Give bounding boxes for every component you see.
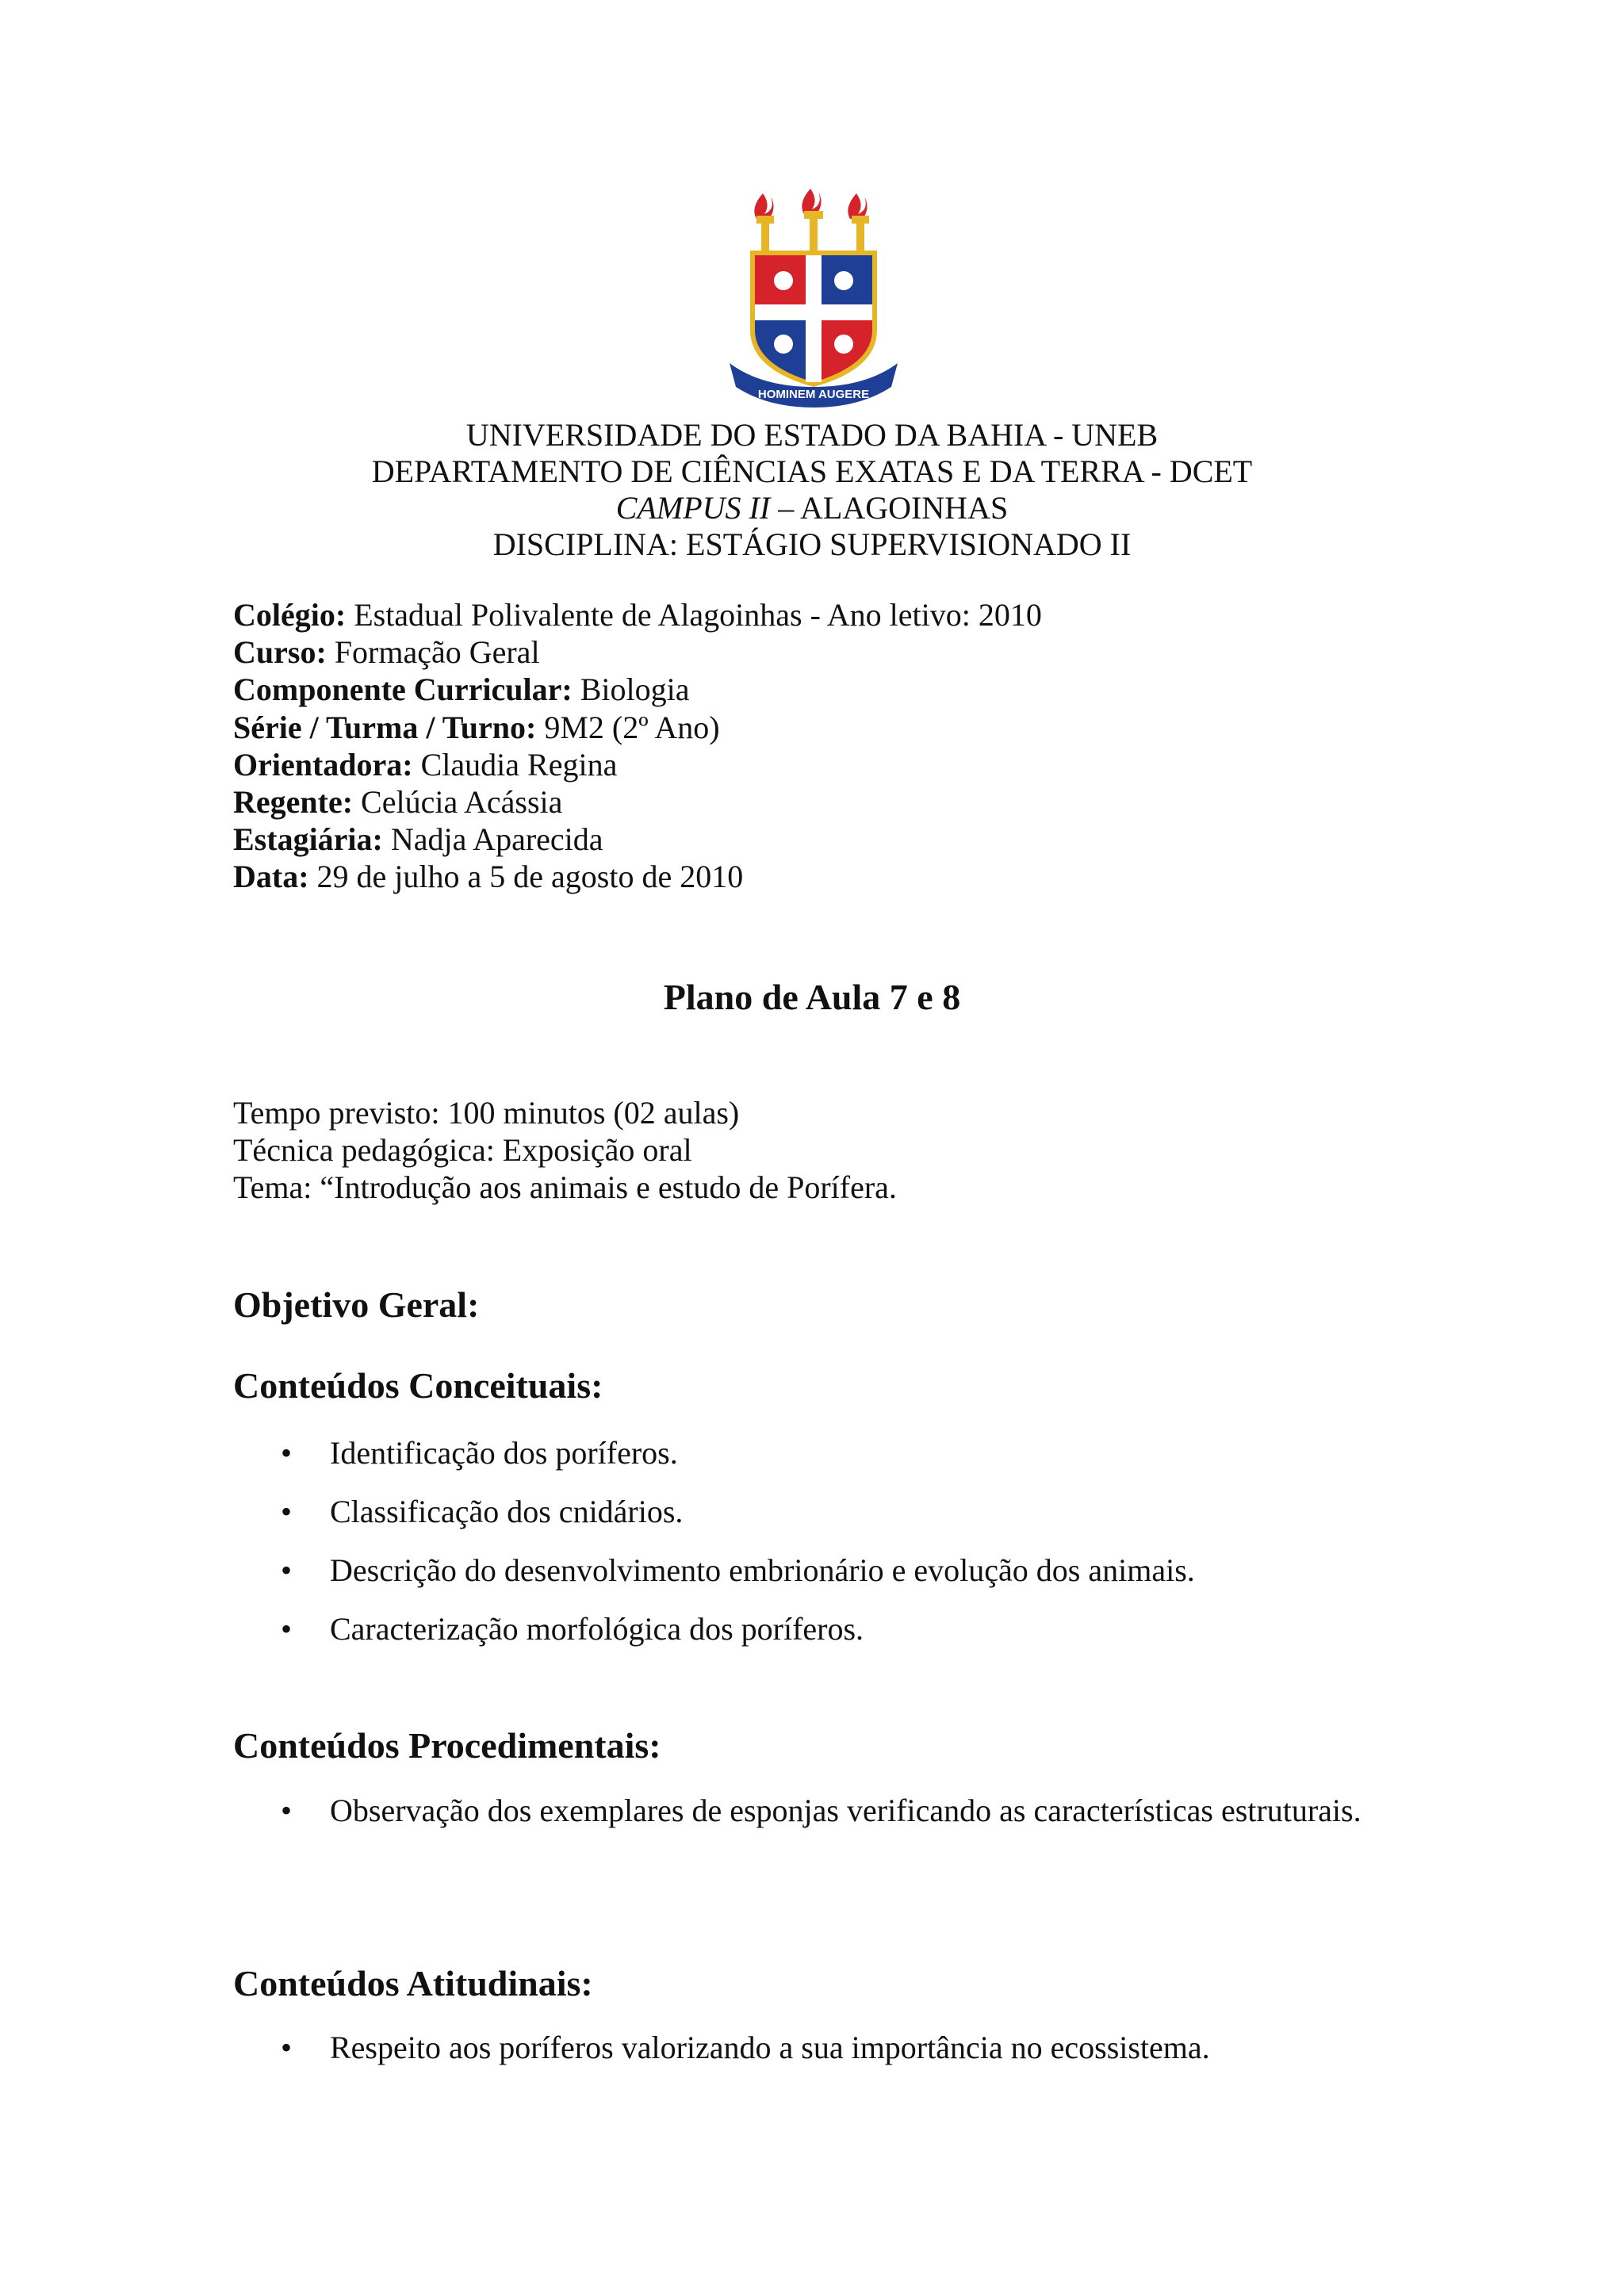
info-label: Série / Turma / Turno: bbox=[233, 709, 537, 745]
info-value: Formação Geral bbox=[326, 634, 540, 671]
bullet-icon: • bbox=[281, 1552, 293, 1588]
info-label: Curso: bbox=[233, 634, 327, 671]
info-row-orientadora bbox=[233, 746, 1042, 783]
tecnica-pedagogica: Técnica pedagógica: Exposição oral bbox=[233, 1132, 692, 1168]
bullet-icon: • bbox=[281, 2030, 293, 2065]
campus-italic: CAMPUS II bbox=[615, 490, 771, 526]
bullet-icon: • bbox=[281, 1611, 293, 1647]
svg-text:HOMINEM AUGERE: HOMINEM AUGERE bbox=[757, 388, 870, 401]
heading-conteudos-procedimentais: Conteúdos Procedimentais: bbox=[233, 1725, 661, 1766]
bullet-icon: • bbox=[281, 1494, 293, 1529]
heading-objetivo-geral: Objetivo Geral: bbox=[233, 1284, 480, 1325]
info-label: Componente Curricular: bbox=[233, 672, 573, 708]
info-label: Estagiária: bbox=[233, 821, 383, 858]
info-row-data bbox=[233, 858, 1042, 895]
torch-icon bbox=[802, 189, 823, 251]
university-name: UNIVERSIDADE DO ESTADO DA BAHIA - UNEB bbox=[465, 417, 1159, 453]
info-value: Claudia Regina bbox=[412, 746, 618, 783]
campus-line bbox=[0, 490, 1624, 526]
list-item bbox=[233, 1424, 1392, 1483]
department-name: DEPARTAMENTO DE CIÊNCIAS EXATAS E DA TERRA - DCET bbox=[371, 453, 1253, 489]
bullet-icon: • bbox=[281, 1435, 293, 1471]
atitudinais-list bbox=[233, 2019, 1392, 2077]
torch-icon bbox=[754, 193, 774, 251]
uneb-coat-of-arms-logo bbox=[726, 187, 901, 417]
info-label: Data: bbox=[233, 859, 309, 895]
discipline-line: DISCIPLINA: ESTÁGIO SUPERVISIONADO II bbox=[492, 526, 1132, 562]
list-item-text: Respeito aos poríferos valorizando a sua importância no ecossistema. bbox=[330, 2030, 1210, 2065]
list-item-text: Descrição do desenvolvimento embrionário e evolução dos animais. bbox=[330, 1552, 1195, 1588]
heading-conteudos-conceituais: Conteúdos Conceituais: bbox=[233, 1365, 603, 1406]
list-item-text: Classificação dos cnidários. bbox=[330, 1494, 684, 1529]
info-row-serie bbox=[233, 709, 1042, 746]
campus-city: – ALAGOINHAS bbox=[770, 490, 1009, 526]
course-info-block bbox=[233, 596, 1042, 896]
list-item-text: Observação dos exemplares de esponjas verificando as características estruturais. bbox=[330, 1793, 1362, 1828]
lesson-plan-title: Plano de Aula 7 e 8 bbox=[663, 977, 961, 1017]
heading-conteudos-atitudinais: Conteúdos Atitudinais: bbox=[233, 1963, 593, 2003]
info-row-colegio bbox=[233, 596, 1042, 633]
info-label: Orientadora: bbox=[233, 746, 413, 783]
info-value: Celúcia Acássia bbox=[353, 784, 563, 821]
list-item bbox=[233, 2019, 1392, 2077]
tempo-previsto: Tempo previsto: 100 minutos (02 aulas) bbox=[233, 1095, 740, 1131]
procedimentais-list bbox=[233, 1782, 1392, 1839]
info-value: Biologia bbox=[572, 672, 690, 708]
list-item bbox=[233, 1600, 1392, 1659]
info-row-curso bbox=[233, 633, 1042, 671]
info-label: Regente: bbox=[233, 784, 354, 821]
info-label: Colégio: bbox=[233, 597, 347, 633]
tema: Tema: “Introdução aos animais e estudo de Porífera. bbox=[233, 1169, 897, 1205]
info-value: 29 de julho a 5 de agosto de 2010 bbox=[308, 859, 744, 895]
list-item bbox=[233, 1483, 1392, 1541]
bullet-icon: • bbox=[281, 1793, 293, 1828]
list-item-text: Caracterização morfológica dos poríferos. bbox=[330, 1611, 864, 1647]
info-row-estagiaria bbox=[233, 821, 1042, 858]
info-row-componente bbox=[233, 671, 1042, 708]
conceituais-list bbox=[233, 1424, 1392, 1659]
institution-header bbox=[0, 417, 1624, 563]
torch-icon bbox=[848, 193, 869, 251]
list-item bbox=[233, 1541, 1392, 1600]
info-row-regente bbox=[233, 783, 1042, 821]
list-item bbox=[233, 1782, 1392, 1839]
list-item-text: Identificação dos poríferos. bbox=[330, 1435, 678, 1471]
info-value: 9M2 (2º Ano) bbox=[536, 709, 720, 745]
info-value: Estadual Polivalente de Alagoinhas - Ano letivo: 2010 bbox=[346, 597, 1042, 633]
info-value: Nadja Aparecida bbox=[382, 821, 603, 858]
lesson-meta bbox=[233, 1094, 897, 1206]
